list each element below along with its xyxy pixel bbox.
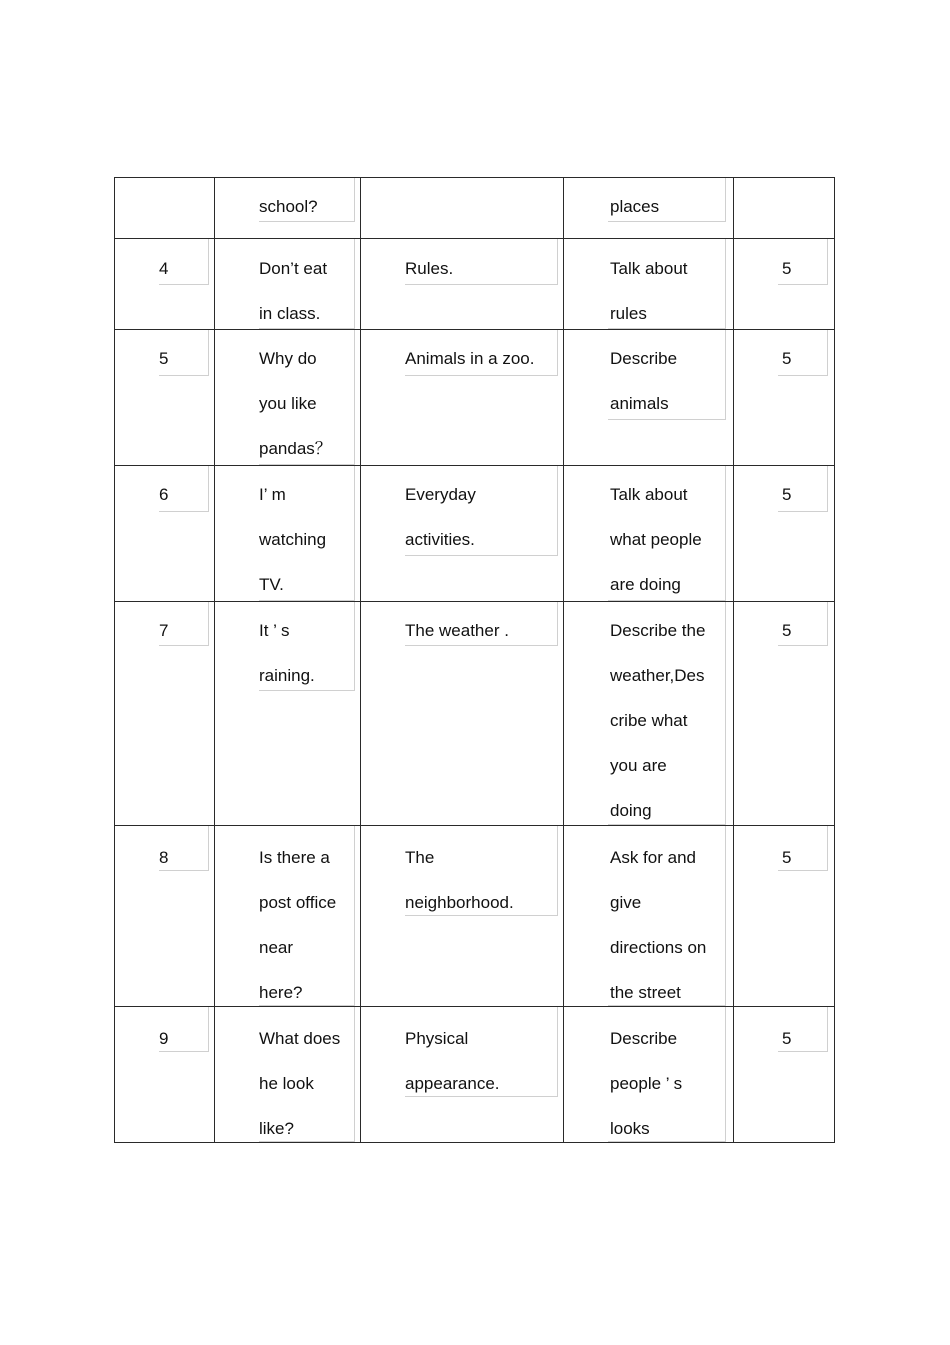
unit-periods: 5 xyxy=(782,621,792,640)
unit-title: It ’ s raining. xyxy=(259,621,315,685)
syllabus-table xyxy=(114,177,835,1143)
unit-number: 5 xyxy=(159,349,169,368)
table-row xyxy=(115,466,835,602)
unit-function: Talk about what people are doing xyxy=(610,485,702,594)
unit-topic: The neighborhood. xyxy=(405,848,514,912)
unit-periods: 5 xyxy=(782,848,792,867)
unit-title: school? xyxy=(259,197,318,216)
unit-periods: 5 xyxy=(782,1029,792,1048)
table-row xyxy=(115,602,835,826)
unit-periods: 5 xyxy=(782,349,792,368)
unit-number: 4 xyxy=(159,259,169,278)
table-row xyxy=(115,1007,835,1143)
unit-function: Describe animals xyxy=(610,349,678,413)
unit-title: Is there a post office near here? xyxy=(259,848,337,1002)
unit-number: 7 xyxy=(159,621,169,640)
unit-number: 8 xyxy=(159,848,169,867)
unit-title: What does he look like? xyxy=(259,1029,341,1138)
unit-topic: Everyday activities. xyxy=(405,485,476,549)
unit-function: places xyxy=(610,197,660,216)
unit-topic: Physical appearance. xyxy=(405,1029,500,1093)
table-row xyxy=(115,330,835,466)
unit-periods: 5 xyxy=(782,259,792,278)
unit-topic: Animals in a zoo. xyxy=(405,349,535,368)
unit-title: Why do you like pandas？ xyxy=(259,349,332,458)
table-row xyxy=(115,826,835,1007)
unit-function: Ask for and give directions on the street xyxy=(610,848,707,1002)
unit-function: Talk about rules xyxy=(610,259,688,323)
unit-function: Describe the weather,Des cribe what you are doing xyxy=(610,621,706,820)
unit-periods: 5 xyxy=(782,485,792,504)
table-row xyxy=(115,239,835,330)
unit-topic: Rules. xyxy=(405,259,454,278)
unit-title: I’ m watching TV. xyxy=(259,485,327,594)
unit-number: 6 xyxy=(159,485,169,504)
table-row xyxy=(115,178,835,239)
unit-title: Don’t eat in class. xyxy=(259,259,328,323)
unit-number: 9 xyxy=(159,1029,169,1048)
unit-topic: The weather . xyxy=(405,621,509,640)
unit-function: Describe people ’ s looks xyxy=(610,1029,683,1138)
